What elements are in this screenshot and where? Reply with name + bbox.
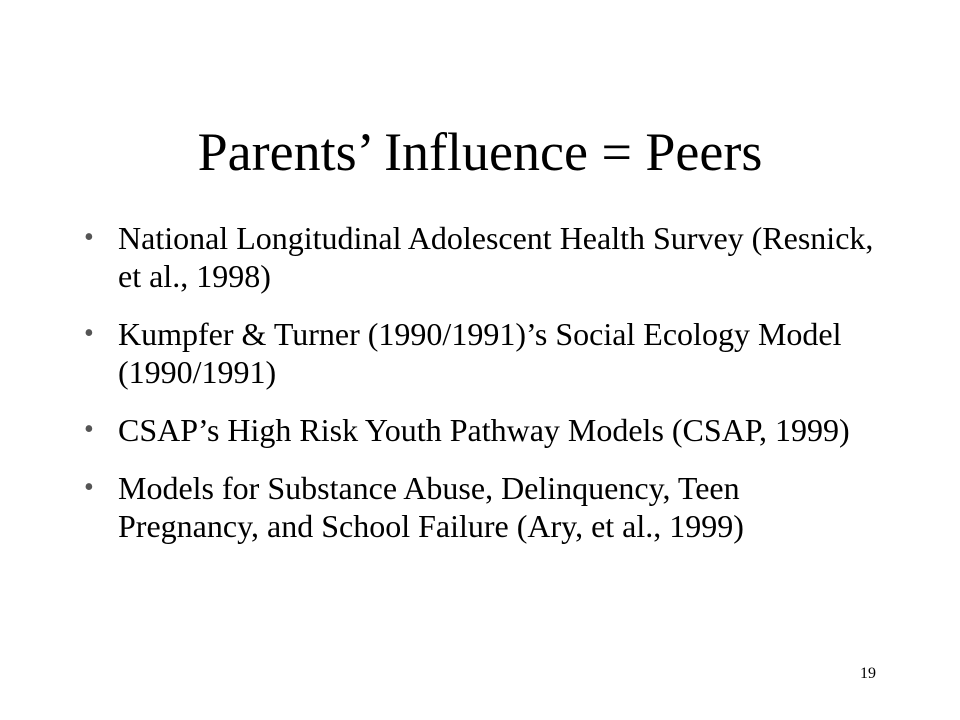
- bullet-icon: •: [84, 414, 94, 445]
- bullet-text: National Longitudinal Adolescent Health Survey (Resnick, et al., 1998): [118, 220, 874, 294]
- slide-title: Parents’ Influence = Peers: [197, 122, 763, 182]
- bullet-list: [80, 219, 880, 565]
- bullet-text: CSAP’s High Risk Youth Pathway Models (CSAP, 1999): [118, 412, 850, 448]
- bullet-icon: •: [84, 472, 94, 503]
- list-item: [80, 469, 880, 545]
- page-number: 19: [860, 665, 876, 682]
- list-item: [80, 411, 880, 449]
- list-item: [80, 219, 880, 295]
- bullet-icon: •: [84, 222, 94, 253]
- bullet-text: Models for Substance Abuse, Delinquency, Teen Pregnancy, and School Failure (Ary, et al., 1999): [118, 470, 744, 544]
- bullet-text: Kumpfer & Turner (1990/1991)’s Social Ecology Model (1990/1991): [118, 316, 842, 390]
- list-item: [80, 315, 880, 391]
- bullet-icon: •: [84, 318, 94, 349]
